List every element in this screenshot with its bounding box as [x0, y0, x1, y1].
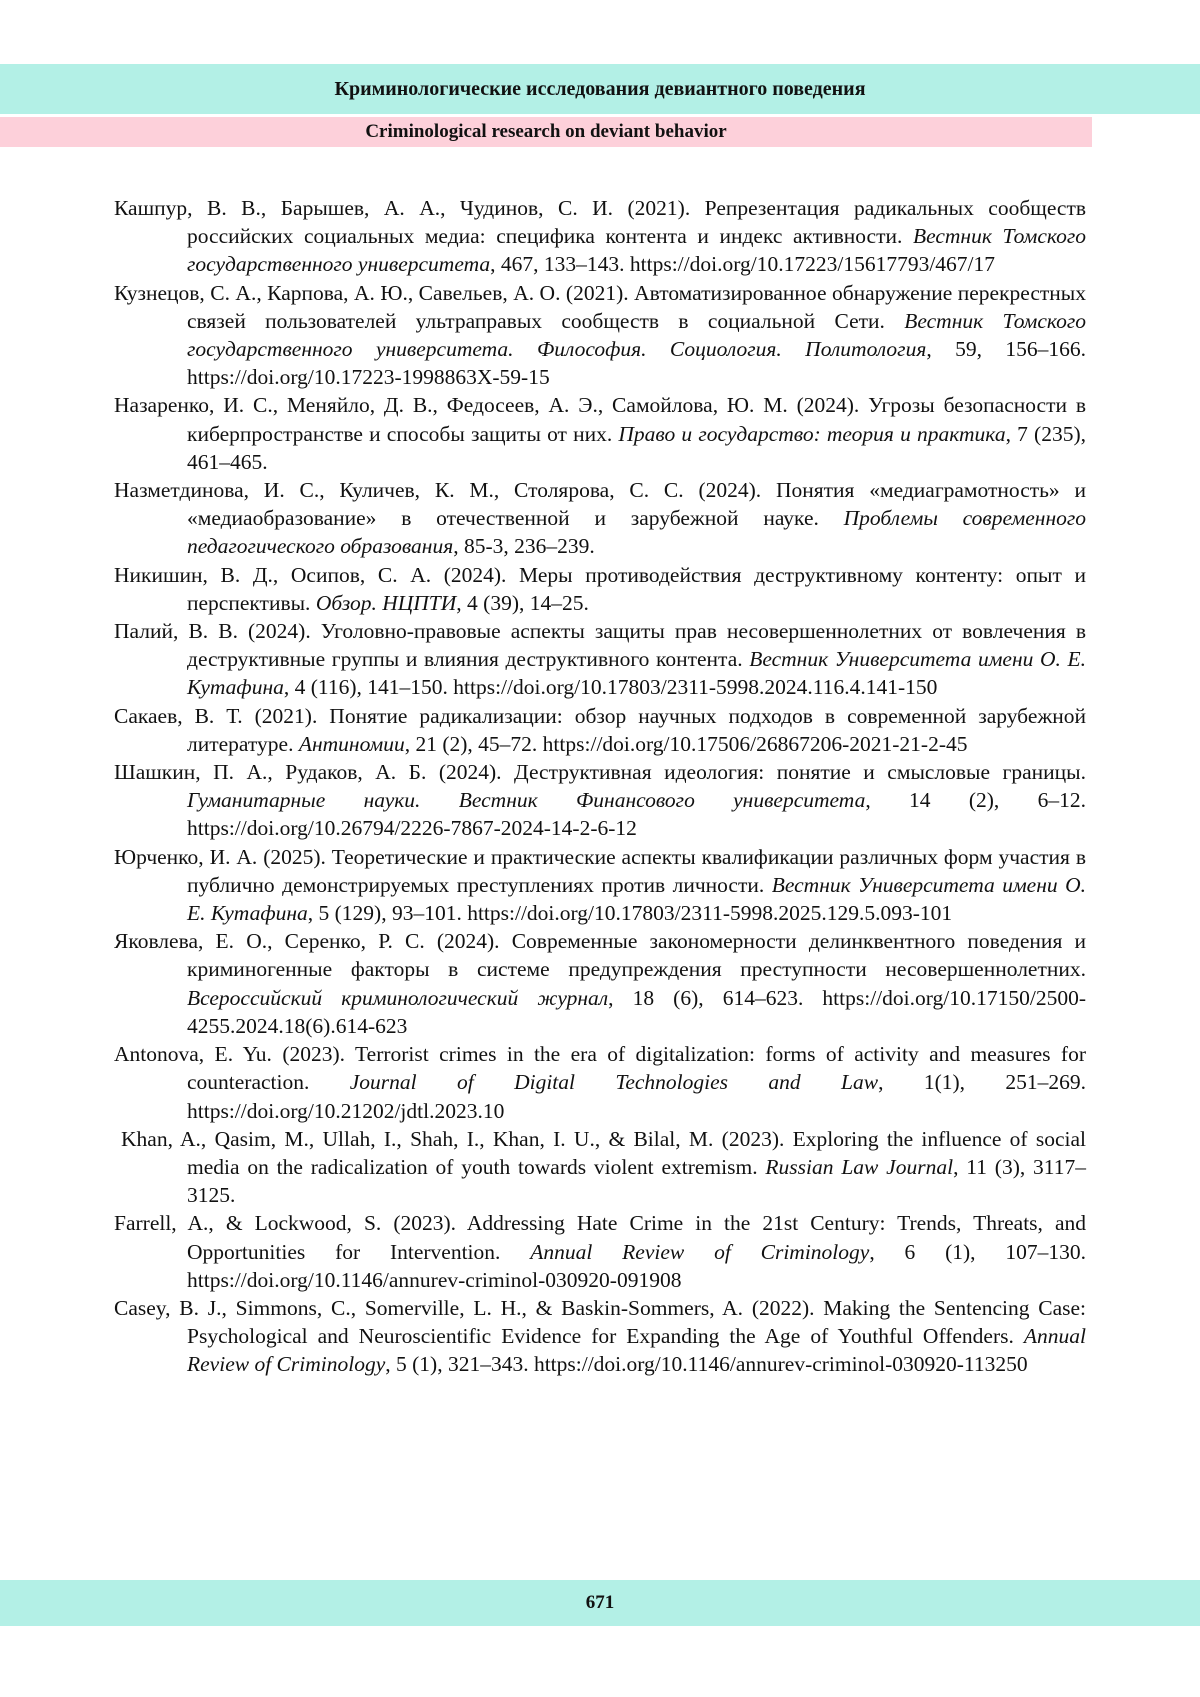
reference-item: Casey, B. J., Simmons, C., Somerville, L. H., & Baskin-Sommers, A. (2022). Making the Sentencing Case: Psychological and Neuroscientific Evidence for Expanding the Age of Youthful Offenders. Annual Review of Criminology, 5 (1), 321–343. https://doi.org/10.1146/annurev-criminol-030920-113250	[114, 1295, 1086, 1377]
reference-item: Назметдинова, И. С., Куличев, К. М., Столярова, С. С. (2024). Понятия «медиаграмотность» и «медиаобразование» в отечественной и зарубежной науке. Проблемы современного педагогического образования, 85-3, 236–239.	[114, 478, 1086, 559]
reference-item: Никишин, В. Д., Осипов, С. А. (2024). Меры противодействия деструктивному контенту: опыт и перспективы. Обзор. НЦПТИ, 4 (39), 14–25.	[114, 562, 1086, 615]
reference-item: Кузнецов, С. А., Карпова, А. Ю., Савельев, А. О. (2021). Автоматизированное обнаружение перекрестных связей пользователей ультраправых сообществ в социальной Сети. Вестник Томского государственного университета. Философия. Социология. Политология, 59, 156–166. https://doi.org/10.17223-1998863X-59-15	[114, 280, 1087, 390]
journal-title-en: Criminological research on deviant behavior	[0, 117, 1092, 147]
reference-item: Палий, В. В. (2024). Уголовно-правовые аспекты защиты прав несовершеннолетних от вовлечения в деструктивные группы и влияния деструктивного контента. Вестник Университета имени О. Е. Кутафина, 4 (116), 141–150. https://doi.org/10.17803/2311-5998.2024.116.4.141-150	[114, 619, 1086, 700]
journal-title-ru: Криминологические исследования девиантного поведения	[0, 64, 1200, 114]
reference-item: Яковлева, Е. О., Серенко, Р. С. (2024). Современные закономерности делинквентного поведения и криминогенные факторы в системе предупреждения преступности несовершеннолетних. Всероссийский криминологический журнал, 18 (6), 614–623. https://doi.org/10.17150/2500-4255.2024.18(6).614-623	[114, 929, 1087, 1038]
reference-item: Khan, A., Qasim, M., Ullah, I., Shah, I., Khan, I. U., & Bilal, M. (2023). Exploring the influence of social media on the radicalization of youth towards violent extremism. Russian Law Journal, 11 (3), 3117–3125.	[121, 1126, 1086, 1208]
reference-item: Шашкин, П. А., Рудаков, А. Б. (2024). Деструктивная идеология: понятие и смысловые границы. Гуманитарные науки. Вестник Финансового университета, 14 (2), 6–12. https://doi.org/10.26794/2226-7867-2024-14-2-6-12	[114, 760, 1086, 841]
reference-item: Farrell, A., & Lockwood, S. (2023). Addressing Hate Crime in the 21st Century: Trends, Threats, and Opportunities for Intervention. Annual Review of Criminology, 6 (1), 107–130. https://doi.org/10.1146/annurev-criminol-030920-091908	[114, 1211, 1086, 1292]
reference-item: Сакаев, В. Т. (2021). Понятие радикализации: обзор научных подходов в современной зарубежной литературе. Антиномии, 21 (2), 45–72. https://doi.org/10.17506/26867206-2021-21-2-45	[114, 703, 1086, 756]
reference-item: Юрченко, И. А. (2025). Теоретические и практические аспекты квалификации различных форм участия в публично демонстрируемых преступлениях против личности. Вестник Университета имени О. Е. Кутафина, 5 (129), 93–101. https://doi.org/10.17803/2311-5998.2025.129.5.093-101	[114, 844, 1087, 926]
page-number: 671	[0, 1580, 1200, 1626]
reference-item: Назаренко, И. С., Меняйло, Д. В., Федосеев, А. Э., Самойлова, Ю. М. (2024). Угрозы безопасности в киберпространстве и способы защиты от них. Право и государство: теория и практика, 7 (235), 461–465.	[114, 393, 1086, 474]
reference-list	[114, 194, 1086, 1379]
reference-item: Antonova, E. Yu. (2023). Terrorist crimes in the era of digitalization: forms of activity and measures for counteraction. Journal of Digital Technologies and Law, 1(1), 251–269. https://doi.org/10.21202/jdtl.2023.10	[114, 1042, 1086, 1123]
reference-item: Кашпур, В. В., Барышев, А. А., Чудинов, С. И. (2021). Репрезентация радикальных сообществ российских социальных медиа: специфика контента и индекс активности. Вестник Томского государственного университета, 467, 133–143. https://doi.org/10.17223/15617793/467/17	[114, 196, 1086, 277]
